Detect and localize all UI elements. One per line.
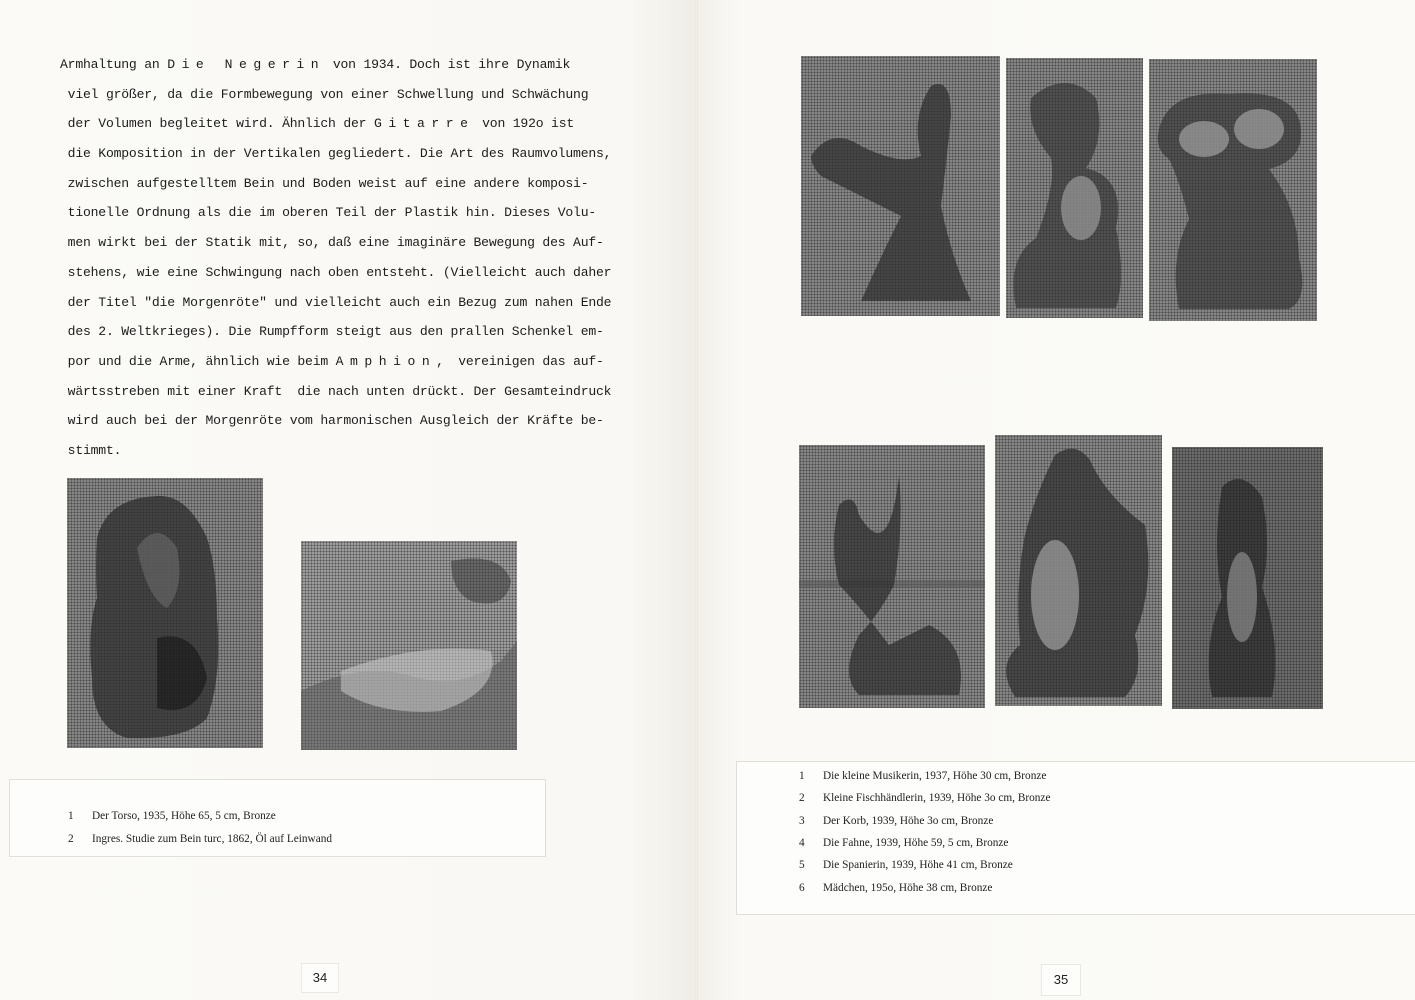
text-run: tionelle Ordnung als die im oberen Teil der Plastik hin. Dieses Volu- — [60, 205, 597, 221]
book-spine — [695, 0, 698, 1000]
figure-caption: Mädchen, 195o, Höhe 38 cm, Bronze — [823, 881, 993, 894]
text-run: viel größer, da die Formbewegung von einer Schwellung und Schwächung — [60, 86, 589, 102]
text-run: von 1934. Doch ist ihre Dynamik — [325, 57, 571, 72]
body-text-line — [60, 50, 600, 80]
photo-kleine-fischhaendlerin — [1006, 58, 1143, 318]
body-text-line — [60, 406, 604, 436]
text-run: Armhaltung an — [60, 57, 168, 72]
figure-caption: Der Torso, 1935, Höhe 65, 5 cm, Bronze — [92, 810, 276, 822]
sculpture-silhouette — [799, 445, 985, 708]
body-text-line — [60, 288, 612, 318]
sculpture-silhouette — [1149, 59, 1317, 321]
figure-number: 1 — [799, 770, 805, 782]
page-number-left: 34 — [302, 964, 338, 992]
figure-caption: Kleine Fischhändlerin, 1939, Höhe 3o cm, Bronze — [823, 792, 1051, 805]
figure-caption: Die Fahne, 1939, Höhe 59, 5 cm, Bronze — [823, 836, 1009, 849]
body-text-line — [60, 436, 600, 466]
body-text-line — [60, 347, 604, 377]
sculpture-silhouette — [995, 435, 1162, 706]
painting-figure — [301, 541, 517, 750]
sculpture-silhouette — [801, 56, 1000, 316]
text-run: von 192o ist — [474, 116, 575, 132]
text-run: stimmt. — [60, 442, 122, 458]
sculpture-silhouette — [67, 478, 263, 748]
figure-number: 2 — [799, 792, 805, 805]
photo-der-korb — [1149, 59, 1317, 321]
body-text-line — [60, 258, 612, 288]
figure-caption: Ingres. Studie zum Bein turc, 1862, Öl auf Leinwand — [92, 833, 333, 845]
photo-die-spanierin — [995, 435, 1162, 706]
body-text-line — [60, 317, 604, 347]
emphasized-title: Amphion, — [335, 353, 451, 369]
text-run: des 2. Weltkrieges). Die Rumpfform steigt aus den prallen Schenkel em- — [60, 324, 604, 340]
body-text-line — [60, 109, 600, 139]
figure-caption: Die Spanierin, 1939, Höhe 41 cm, Bronze — [823, 859, 1013, 872]
figure-number: 6 — [799, 881, 805, 894]
photo-die-fahne — [799, 445, 985, 708]
body-text-line — [60, 377, 612, 407]
caption-box-right — [737, 762, 1415, 914]
text-run: vereinigen das auf- — [450, 353, 604, 369]
page-number-right: 35 — [1042, 965, 1080, 995]
emphasized-title: Gitarre — [373, 116, 475, 132]
figure-number: 4 — [799, 836, 805, 849]
text-run: wärtsstreben mit einer Kraft die nach unten drückt. Der Gesamteindruck — [60, 383, 612, 399]
text-run: men wirkt bei der Statik mit, so, daß eine imaginäre Bewegung des Auf- — [60, 235, 604, 251]
text-run: wird auch bei der Morgenröte vom harmonischen Ausgleich der Kräfte be- — [60, 413, 604, 429]
figure-number: 2 — [68, 833, 74, 845]
text-run: stehens, wie eine Schwingung nach oben entsteht. (Vielleicht auch daher — [60, 264, 612, 280]
photo-die-kleine-musikerin — [801, 56, 1000, 316]
sculpture-silhouette — [1006, 58, 1143, 318]
body-text-line — [60, 80, 600, 110]
body-text-line — [60, 198, 600, 228]
sculpture-silhouette — [1172, 447, 1323, 709]
figure-number: 5 — [799, 859, 805, 872]
body-text — [60, 50, 612, 466]
body-text-line — [60, 228, 604, 258]
caption-box-left — [10, 780, 545, 856]
photo-ingres-studie — [301, 541, 517, 750]
figure-number: 3 — [799, 814, 805, 827]
photo-der-torso — [67, 478, 263, 748]
photo-maedchen — [1172, 447, 1323, 709]
text-run: der Volumen begleitet wird. Ähnlich der — [60, 116, 374, 132]
body-text-line — [60, 139, 612, 169]
emphasized-title: Die Negerin — [167, 57, 326, 72]
text-run: die Komposition in der Vertikalen gegliedert. Die Art des Raumvolumens, — [60, 146, 612, 162]
figure-number: 1 — [68, 810, 74, 822]
text-run: der Titel "die Morgenröte" und vielleicht auch ein Bezug zum nahen Ende — [60, 294, 612, 310]
text-run: zwischen aufgestelltem Bein und Boden weist auf eine andere komposi- — [60, 175, 589, 191]
figure-caption: Die kleine Musikerin, 1937, Höhe 30 cm, Bronze — [823, 770, 1047, 782]
text-run: por und die Arme, ähnlich wie beim — [60, 353, 336, 369]
body-text-line — [60, 169, 600, 199]
figure-caption: Der Korb, 1939, Höhe 3o cm, Bronze — [823, 814, 994, 827]
